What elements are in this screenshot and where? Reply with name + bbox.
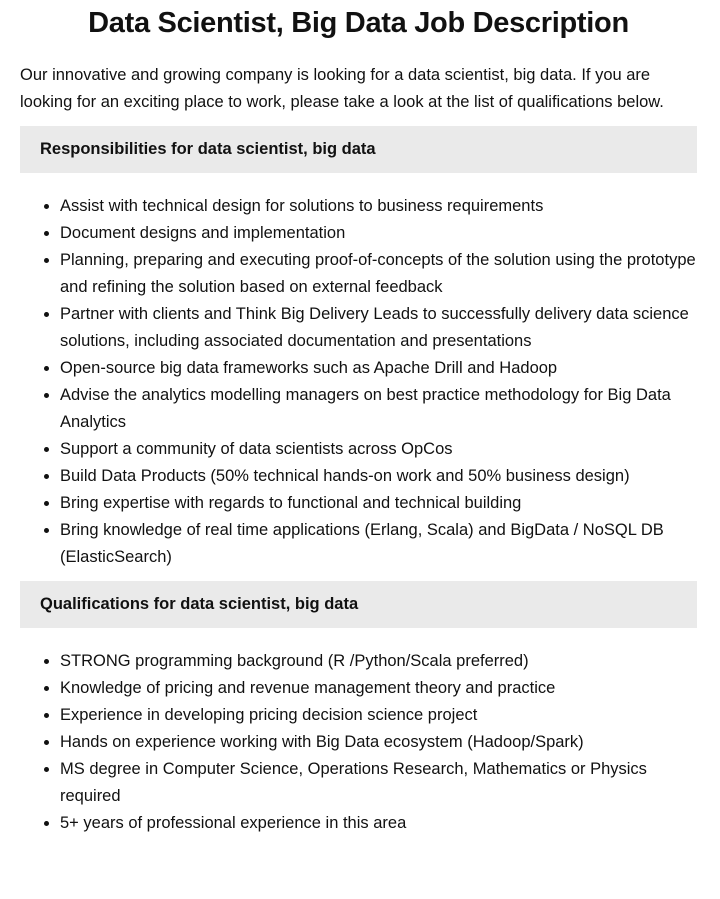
section-heading-responsibilities: Responsibilities for data scientist, big data	[20, 126, 697, 173]
list-item: • MS degree in Computer Science, Operations Research, Mathematics or Physics required	[60, 756, 697, 810]
responsibilities-list	[20, 193, 697, 571]
list-item: • Advise the analytics modelling managers on best practice methodology for Big Data Analytics	[60, 382, 697, 436]
list-item: • Bring expertise with regards to functional and technical building	[60, 490, 697, 517]
list-item: • STRONG programming background (R /Python/Scala preferred)	[60, 648, 697, 675]
page-title: Data Scientist, Big Data Job Description	[88, 7, 629, 39]
list-item: • Document designs and implementation	[60, 220, 697, 247]
list-item: • Planning, preparing and executing proof-of-concepts of the solution using the prototype and refining the solution based on external feedback	[60, 247, 697, 301]
list-item: • Open-source big data frameworks such as Apache Drill and Hadoop	[60, 355, 697, 382]
list-item: • Partner with clients and Think Big Delivery Leads to successfully delivery data science solutions, including associated documentation and presentations	[60, 301, 697, 355]
intro-paragraph: Our innovative and growing company is looking for a data scientist, big data. If you are looking for an exciting place to work, please take a look at the list of qualifications below.	[20, 66, 664, 111]
list-item: • Assist with technical design for solutions to business requirements	[60, 193, 697, 220]
job-description-page	[0, 4, 720, 899]
list-item: • Hands on experience working with Big Data ecosystem (Hadoop/Spark)	[60, 729, 697, 756]
list-item: • Experience in developing pricing decision science project	[60, 702, 697, 729]
list-item: • Knowledge of pricing and revenue management theory and practice	[60, 675, 697, 702]
list-item: • Bring knowledge of real time applications (Erlang, Scala) and BigData / NoSQL DB (ElasticSearch)	[60, 517, 697, 571]
list-item: • 5+ years of professional experience in this area	[60, 810, 697, 837]
list-item: • Support a community of data scientists across OpCos	[60, 436, 697, 463]
qualifications-list	[20, 648, 697, 837]
section-heading-qualifications: Qualifications for data scientist, big data	[20, 581, 697, 628]
list-item: • Build Data Products (50% technical hands-on work and 50% business design)	[60, 463, 697, 490]
